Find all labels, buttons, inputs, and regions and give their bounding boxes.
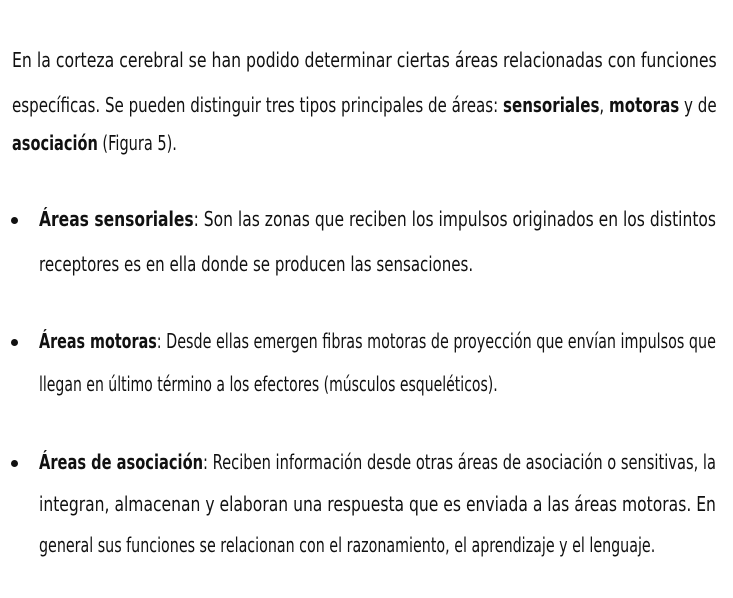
bullet-2-text-2: llegan en último término a los efectores (músculos esqueléticos).	[39, 372, 498, 396]
intro-text-2-end: y de	[679, 93, 717, 117]
bullet-2-line-2	[39, 370, 498, 398]
term-motoras: motoras	[609, 93, 680, 117]
bullet-dot-icon	[11, 217, 18, 224]
bullet-1-text-2: receptores es en ella donde se producen las sensaciones.	[39, 252, 474, 276]
bullet-3-text-1: : Reciben información desde otras áreas de asociación o sensitivas, la	[203, 450, 716, 474]
bullet-3-text-2: integran, almacenan y elaboran una respuesta que es enviada a las áreas motoras. En	[39, 492, 716, 516]
intro-text-2: específicas. Se pueden distinguir tres tipos principales de áreas:	[12, 93, 503, 117]
bullet-2-line-1	[39, 327, 716, 355]
bullet-dot-icon	[11, 460, 18, 467]
bullet-2-term: Áreas motoras	[39, 329, 157, 353]
intro-text-1: En la corteza cerebral se han podido determinar ciertas áreas relacionadas con funciones	[12, 48, 717, 72]
bullet-1-term: Áreas sensoriales	[39, 207, 194, 231]
bullet-1-line-1	[39, 205, 716, 233]
term-asociacion: asociación	[12, 131, 98, 155]
intro-line-3	[12, 129, 177, 157]
bullet-1-text-1: : Son las zonas que reciben los impulsos originados en los distintos	[193, 207, 717, 231]
bullet-2-text-1: : Desde ellas emergen fibras motoras de proyección que envían impulsos que	[156, 329, 716, 353]
intro-line-2	[12, 91, 717, 119]
term-sensoriales: sensoriales	[502, 93, 600, 117]
bullet-dot-icon	[11, 339, 18, 346]
bullet-3-line-2	[39, 490, 716, 518]
bullet-3-line-3	[39, 531, 655, 559]
intro-separator: ,	[599, 93, 610, 117]
bullet-3-line-1	[39, 448, 716, 476]
bullet-1-line-2	[39, 250, 473, 278]
bullet-3-term: Áreas de asociación	[39, 450, 204, 474]
intro-line-1	[12, 46, 717, 74]
bullet-3-text-3: general sus funciones se relacionan con el razonamiento, el aprendizaje y el lenguaje.	[39, 533, 656, 557]
figure-reference: (Figura 5).	[97, 131, 177, 155]
